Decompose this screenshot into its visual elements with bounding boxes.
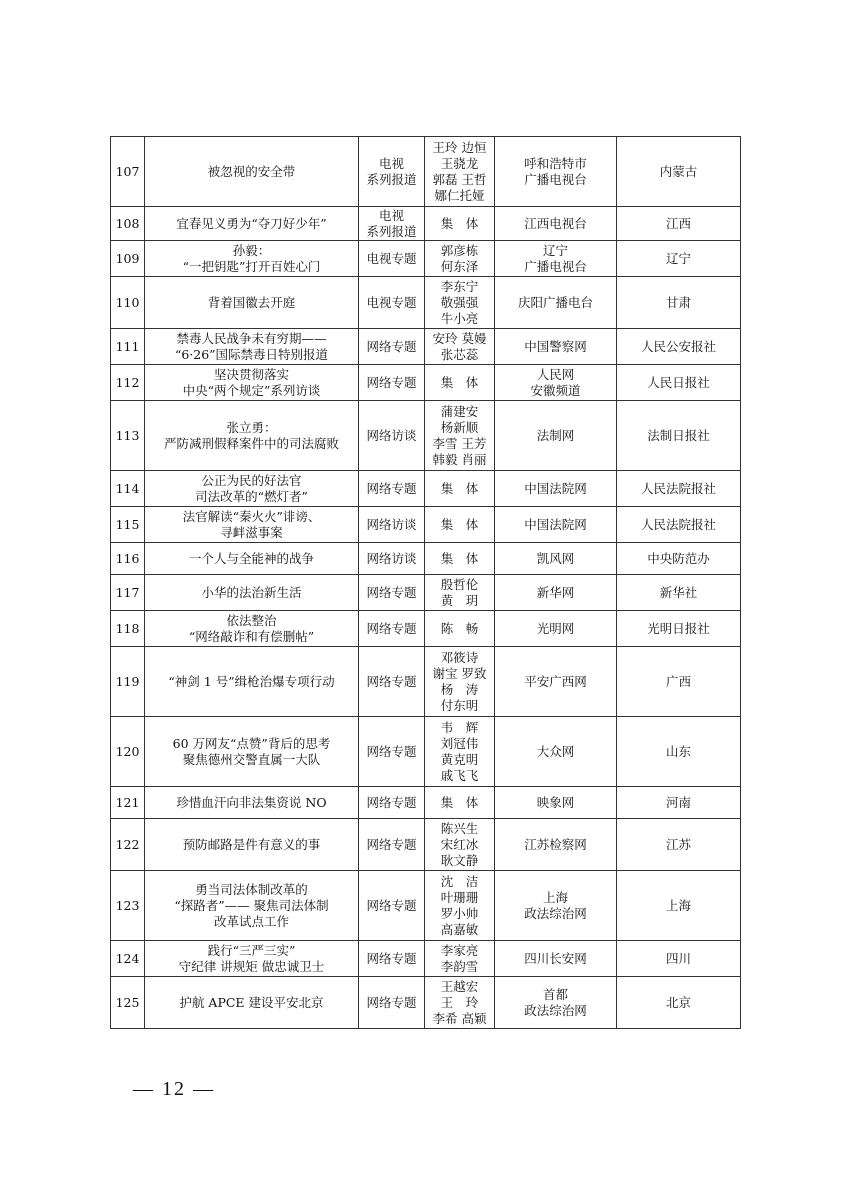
cell-form-line: 系列报道 [366, 171, 417, 187]
cell-form-line: 网络访谈 [366, 427, 417, 443]
cell-recommender: 光明日报社 [617, 611, 741, 647]
cell-outlet-line: 庆阳广播电台 [517, 294, 593, 310]
cell-authors-line: 李希 高颖 [432, 1010, 487, 1026]
cell-outlet [495, 365, 617, 401]
cell-title [145, 717, 359, 787]
cell-outlet [495, 787, 617, 819]
cell-authors-line: 王 玲 [440, 994, 479, 1010]
cell-title-line: “探路者”—— 聚焦司法体制 [174, 897, 329, 913]
cell-form [359, 241, 425, 277]
cell-outlet [495, 137, 617, 207]
cell-recommender: 人民公安报社 [617, 329, 741, 365]
cell-outlet-line: 安徽频道 [530, 382, 581, 398]
cell-form [359, 137, 425, 207]
cell-form [359, 365, 425, 401]
table-row [111, 647, 741, 717]
cell-authors [425, 611, 495, 647]
cell-form [359, 207, 425, 241]
cell-authors [425, 575, 495, 611]
cell-outlet-line: 大众网 [536, 743, 575, 759]
cell-outlet-line: 呼和浩特市 [524, 155, 587, 171]
cell-title-line: 预防邮路是件有意义的事 [182, 836, 321, 852]
cell-outlet-line: 中国警察网 [524, 338, 587, 354]
cell-authors-line: 罗小帅 [440, 905, 479, 921]
cell-recommender: 北京 [617, 977, 741, 1029]
cell-title-line: 勇当司法体制改革的 [195, 881, 308, 897]
table-row [111, 137, 741, 207]
cell-authors [425, 207, 495, 241]
cell-authors-line: 集 体 [440, 794, 479, 810]
cell-recommender: 上海 [617, 871, 741, 941]
cell-form [359, 941, 425, 977]
cell-title-line: 背着国徽去开庭 [207, 294, 296, 310]
cell-title [145, 507, 359, 543]
table-row [111, 401, 741, 471]
cell-authors-line: 李东宁 [440, 278, 479, 294]
cell-authors-line: 何东泽 [440, 258, 479, 274]
cell-authors-line: 宋红冰 [440, 836, 479, 852]
cell-number: 108 [111, 207, 145, 241]
cell-recommender: 新华社 [617, 575, 741, 611]
cell-authors-line: 刘冠伟 [440, 735, 479, 751]
cell-number: 110 [111, 277, 145, 329]
cell-outlet [495, 543, 617, 575]
cell-outlet-line: 光明网 [536, 620, 575, 636]
cell-title-line: 坚决贯彻落实 [213, 366, 289, 382]
cell-number: 115 [111, 507, 145, 543]
cell-authors-line: 叶珊珊 [440, 889, 479, 905]
cell-form-line: 网络专题 [366, 794, 417, 810]
cell-title [145, 611, 359, 647]
cell-recommender: 人民日报社 [617, 365, 741, 401]
cell-authors-line: 牛小亮 [440, 310, 479, 326]
cell-title-line: 宜春见义勇为“夺刀好少年” [176, 215, 327, 231]
cell-form [359, 647, 425, 717]
cell-form [359, 871, 425, 941]
page-number: — 12 — [133, 1078, 215, 1100]
cell-title [145, 787, 359, 819]
cell-title-line: 孙毅： [232, 242, 271, 258]
cell-authors [425, 717, 495, 787]
table-row [111, 329, 741, 365]
cell-recommender: 四川 [617, 941, 741, 977]
cell-form-line: 网络专题 [366, 480, 417, 496]
cell-authors-line: 王骁龙 [440, 155, 479, 171]
cell-title [145, 365, 359, 401]
cell-recommender: 河南 [617, 787, 741, 819]
cell-title-line: 被忽视的安全带 [207, 163, 296, 179]
cell-title-line: 珍惜血汗向非法集资说 NO [176, 794, 327, 810]
cell-form [359, 717, 425, 787]
cell-form-line: 网络专题 [366, 743, 417, 759]
cell-number: 114 [111, 471, 145, 507]
cell-number: 116 [111, 543, 145, 575]
cell-title [145, 543, 359, 575]
cell-authors-line: 杨 涛 [440, 681, 479, 697]
cell-title-line: “网络敲诈和有偿删帖” [188, 628, 315, 644]
cell-recommender: 人民法院报社 [617, 471, 741, 507]
cell-outlet [495, 575, 617, 611]
cell-outlet [495, 471, 617, 507]
cell-title [145, 277, 359, 329]
cell-authors-line: 韩毅 肖丽 [432, 451, 487, 467]
cell-outlet-line: 人民网 [536, 366, 575, 382]
cell-title-line: 践行“三严三实” [207, 942, 296, 958]
cell-authors-line: 王越宏 [440, 978, 479, 994]
cell-form [359, 787, 425, 819]
cell-outlet-line: 江西电视台 [524, 215, 587, 231]
cell-authors [425, 277, 495, 329]
cell-outlet-line: 凯风网 [536, 550, 575, 566]
table-row [111, 819, 741, 871]
cell-outlet [495, 871, 617, 941]
cell-authors-line: 张芯蕊 [440, 346, 479, 362]
cell-number: 123 [111, 871, 145, 941]
cell-authors-line: 谢宝 罗致 [432, 665, 487, 681]
cell-title [145, 941, 359, 977]
cell-form-line: 网络专题 [366, 620, 417, 636]
cell-authors [425, 871, 495, 941]
cell-title [145, 207, 359, 241]
cell-form-line: 网络专题 [366, 994, 417, 1010]
cell-title-line: 法官解读“秦火火”诽谤、 [182, 508, 321, 524]
cell-outlet-line: 首都 [542, 986, 568, 1002]
cell-title-line: 禁毒人民战争未有穷期—— [176, 330, 327, 346]
cell-title-line: “神剑 1 号”缉枪治爆专项行动 [168, 673, 335, 689]
cell-outlet-line: 广播电视台 [524, 171, 587, 187]
cell-number: 117 [111, 575, 145, 611]
cell-form-line: 电视 [378, 207, 404, 223]
cell-authors-line: 付东明 [440, 697, 479, 713]
cell-title-line: 60 万网友“点赞”背后的思考 [172, 735, 331, 751]
table-row [111, 365, 741, 401]
table-row [111, 611, 741, 647]
cell-title [145, 819, 359, 871]
cell-form [359, 507, 425, 543]
cell-form-line: 网络专题 [366, 836, 417, 852]
cell-outlet-line: 政法综治网 [524, 1002, 587, 1018]
cell-recommender: 广西 [617, 647, 741, 717]
cell-outlet-line: 映象网 [536, 794, 575, 810]
cell-authors [425, 507, 495, 543]
table-row [111, 941, 741, 977]
cell-title [145, 401, 359, 471]
cell-authors-line: 邓筱诗 [440, 649, 479, 665]
cell-authors-line: 李韵雪 [440, 958, 479, 974]
cell-authors [425, 241, 495, 277]
cell-title [145, 647, 359, 717]
cell-form [359, 543, 425, 575]
cell-outlet-line: 法制网 [536, 427, 575, 443]
cell-recommender: 人民法院报社 [617, 507, 741, 543]
cell-form-line: 网络专题 [366, 374, 417, 390]
cell-number: 124 [111, 941, 145, 977]
cell-number: 121 [111, 787, 145, 819]
cell-recommender: 山东 [617, 717, 741, 787]
cell-number: 111 [111, 329, 145, 365]
cell-number: 119 [111, 647, 145, 717]
cell-authors [425, 647, 495, 717]
cell-title-line: “6·26”国际禁毒日特别报道 [174, 346, 329, 362]
table-row [111, 471, 741, 507]
cell-outlet [495, 647, 617, 717]
cell-outlet [495, 507, 617, 543]
cell-form-line: 网络访谈 [366, 550, 417, 566]
cell-recommender: 江苏 [617, 819, 741, 871]
cell-authors-line: 集 体 [440, 550, 479, 566]
cell-form [359, 611, 425, 647]
cell-authors-line: 韦 辉 [440, 719, 479, 735]
cell-form-line: 网络专题 [366, 897, 417, 913]
table-row [111, 207, 741, 241]
table-row [111, 543, 741, 575]
cell-authors-line: 集 体 [440, 374, 479, 390]
cell-outlet [495, 819, 617, 871]
cell-number: 107 [111, 137, 145, 207]
table-row [111, 507, 741, 543]
cell-title [145, 977, 359, 1029]
cell-authors-line: 陈兴生 [440, 820, 479, 836]
cell-title [145, 871, 359, 941]
cell-form-line: 网络专题 [366, 338, 417, 354]
cell-recommender: 内蒙古 [617, 137, 741, 207]
cell-title-line: 守纪律 讲规矩 做忠诚卫士 [178, 958, 325, 974]
cell-number: 109 [111, 241, 145, 277]
table-row [111, 871, 741, 941]
cell-recommender: 甘肃 [617, 277, 741, 329]
cell-outlet [495, 329, 617, 365]
table-row [111, 787, 741, 819]
cell-outlet [495, 277, 617, 329]
cell-form [359, 819, 425, 871]
cell-authors [425, 137, 495, 207]
table-row [111, 277, 741, 329]
cell-authors-line: 安玲 莫嫚 [432, 330, 487, 346]
award-table [110, 136, 741, 1029]
cell-form [359, 277, 425, 329]
cell-authors-line: 娜仁托娅 [434, 187, 485, 203]
cell-form-line: 电视专题 [366, 294, 417, 310]
cell-recommender: 江西 [617, 207, 741, 241]
cell-title [145, 471, 359, 507]
cell-authors-line: 殷哲伦 [440, 576, 479, 592]
cell-form [359, 977, 425, 1029]
cell-number: 118 [111, 611, 145, 647]
cell-outlet [495, 401, 617, 471]
cell-authors [425, 543, 495, 575]
cell-form [359, 575, 425, 611]
cell-title [145, 329, 359, 365]
cell-form-line: 网络专题 [366, 950, 417, 966]
cell-title-line: 护航 APCE 建设平安北京 [179, 994, 324, 1010]
cell-authors-line: 李雪 王芳 [432, 435, 487, 451]
cell-title [145, 137, 359, 207]
table-body [111, 137, 741, 1029]
cell-outlet-line: 辽宁 [542, 242, 568, 258]
cell-form-line: 网络专题 [366, 673, 417, 689]
cell-authors-line: 黄 玥 [440, 592, 479, 608]
cell-recommender: 辽宁 [617, 241, 741, 277]
cell-number: 120 [111, 717, 145, 787]
cell-title-line: 小华的法治新生活 [201, 584, 302, 600]
cell-title-line: 严防减刑假释案件中的司法腐败 [163, 435, 339, 451]
cell-number: 113 [111, 401, 145, 471]
cell-form-line: 网络访谈 [366, 516, 417, 532]
cell-authors [425, 329, 495, 365]
cell-title-line: 聚焦德州交警直属一大队 [182, 751, 321, 767]
cell-outlet-line: 中国法院网 [524, 480, 587, 496]
cell-authors-line: 黄克明 [440, 751, 479, 767]
cell-authors-line: 蒲建安 [440, 403, 479, 419]
cell-title-line: 一个人与全能神的战争 [188, 550, 314, 566]
cell-recommender: 法制日报社 [617, 401, 741, 471]
cell-authors-line: 集 体 [440, 215, 479, 231]
table-row [111, 241, 741, 277]
cell-outlet [495, 611, 617, 647]
cell-authors [425, 941, 495, 977]
cell-form [359, 471, 425, 507]
cell-outlet-line: 江苏检察网 [524, 836, 587, 852]
cell-outlet-line: 新华网 [536, 584, 575, 600]
cell-number: 125 [111, 977, 145, 1029]
cell-authors-line: 集 体 [440, 480, 479, 496]
cell-title [145, 241, 359, 277]
cell-form [359, 401, 425, 471]
cell-authors-line: 敬强强 [440, 294, 479, 310]
cell-authors-line: 高嘉敏 [440, 921, 479, 937]
table-row [111, 575, 741, 611]
cell-title-line: 改革试点工作 [213, 913, 289, 929]
cell-outlet-line: 四川长安网 [524, 950, 587, 966]
cell-form-line: 系列报道 [366, 223, 417, 239]
cell-outlet [495, 241, 617, 277]
cell-authors [425, 787, 495, 819]
cell-authors-line: 杨新顺 [440, 419, 479, 435]
cell-outlet-line: 广播电视台 [524, 258, 587, 274]
cell-form-line: 电视专题 [366, 250, 417, 266]
cell-authors-line: 李家亮 [440, 942, 479, 958]
cell-authors-line: 耿文静 [440, 852, 479, 868]
cell-authors-line: 戚飞飞 [440, 767, 479, 783]
cell-title-line: 依法整治 [226, 612, 277, 628]
table-row [111, 717, 741, 787]
cell-outlet [495, 977, 617, 1029]
cell-title [145, 575, 359, 611]
cell-authors-line: 郭彦栋 [440, 242, 479, 258]
cell-title-line: 司法改革的“燃灯者” [195, 488, 308, 504]
cell-form [359, 329, 425, 365]
cell-authors-line: 沈 洁 [440, 873, 479, 889]
cell-number: 112 [111, 365, 145, 401]
cell-outlet-line: 平安广西网 [524, 673, 587, 689]
cell-authors [425, 365, 495, 401]
cell-outlet-line: 中国法院网 [524, 516, 587, 532]
table-row [111, 977, 741, 1029]
cell-recommender: 中央防范办 [617, 543, 741, 575]
cell-title-line: 公正为民的好法官 [201, 472, 302, 488]
cell-outlet-line: 政法综治网 [524, 905, 587, 921]
cell-title-line: 张立勇： [226, 419, 277, 435]
cell-title-line: “一把钥匙”打开百姓心门 [182, 258, 321, 274]
cell-outlet [495, 941, 617, 977]
cell-form-line: 电视 [378, 155, 404, 171]
cell-authors [425, 819, 495, 871]
cell-authors-line: 陈 畅 [440, 620, 479, 636]
cell-authors-line: 集 体 [440, 516, 479, 532]
cell-title-line: 中央“两个规定”系列访谈 [182, 382, 321, 398]
cell-number: 122 [111, 819, 145, 871]
cell-authors-line: 王玲 边恒 [432, 139, 487, 155]
cell-authors [425, 471, 495, 507]
cell-form-line: 网络专题 [366, 584, 417, 600]
cell-outlet [495, 207, 617, 241]
cell-authors [425, 977, 495, 1029]
cell-title-line: 寻衅滋事案 [220, 524, 283, 540]
cell-outlet-line: 上海 [542, 889, 568, 905]
cell-authors [425, 401, 495, 471]
cell-authors-line: 郭磊 王哲 [432, 171, 487, 187]
cell-outlet [495, 717, 617, 787]
